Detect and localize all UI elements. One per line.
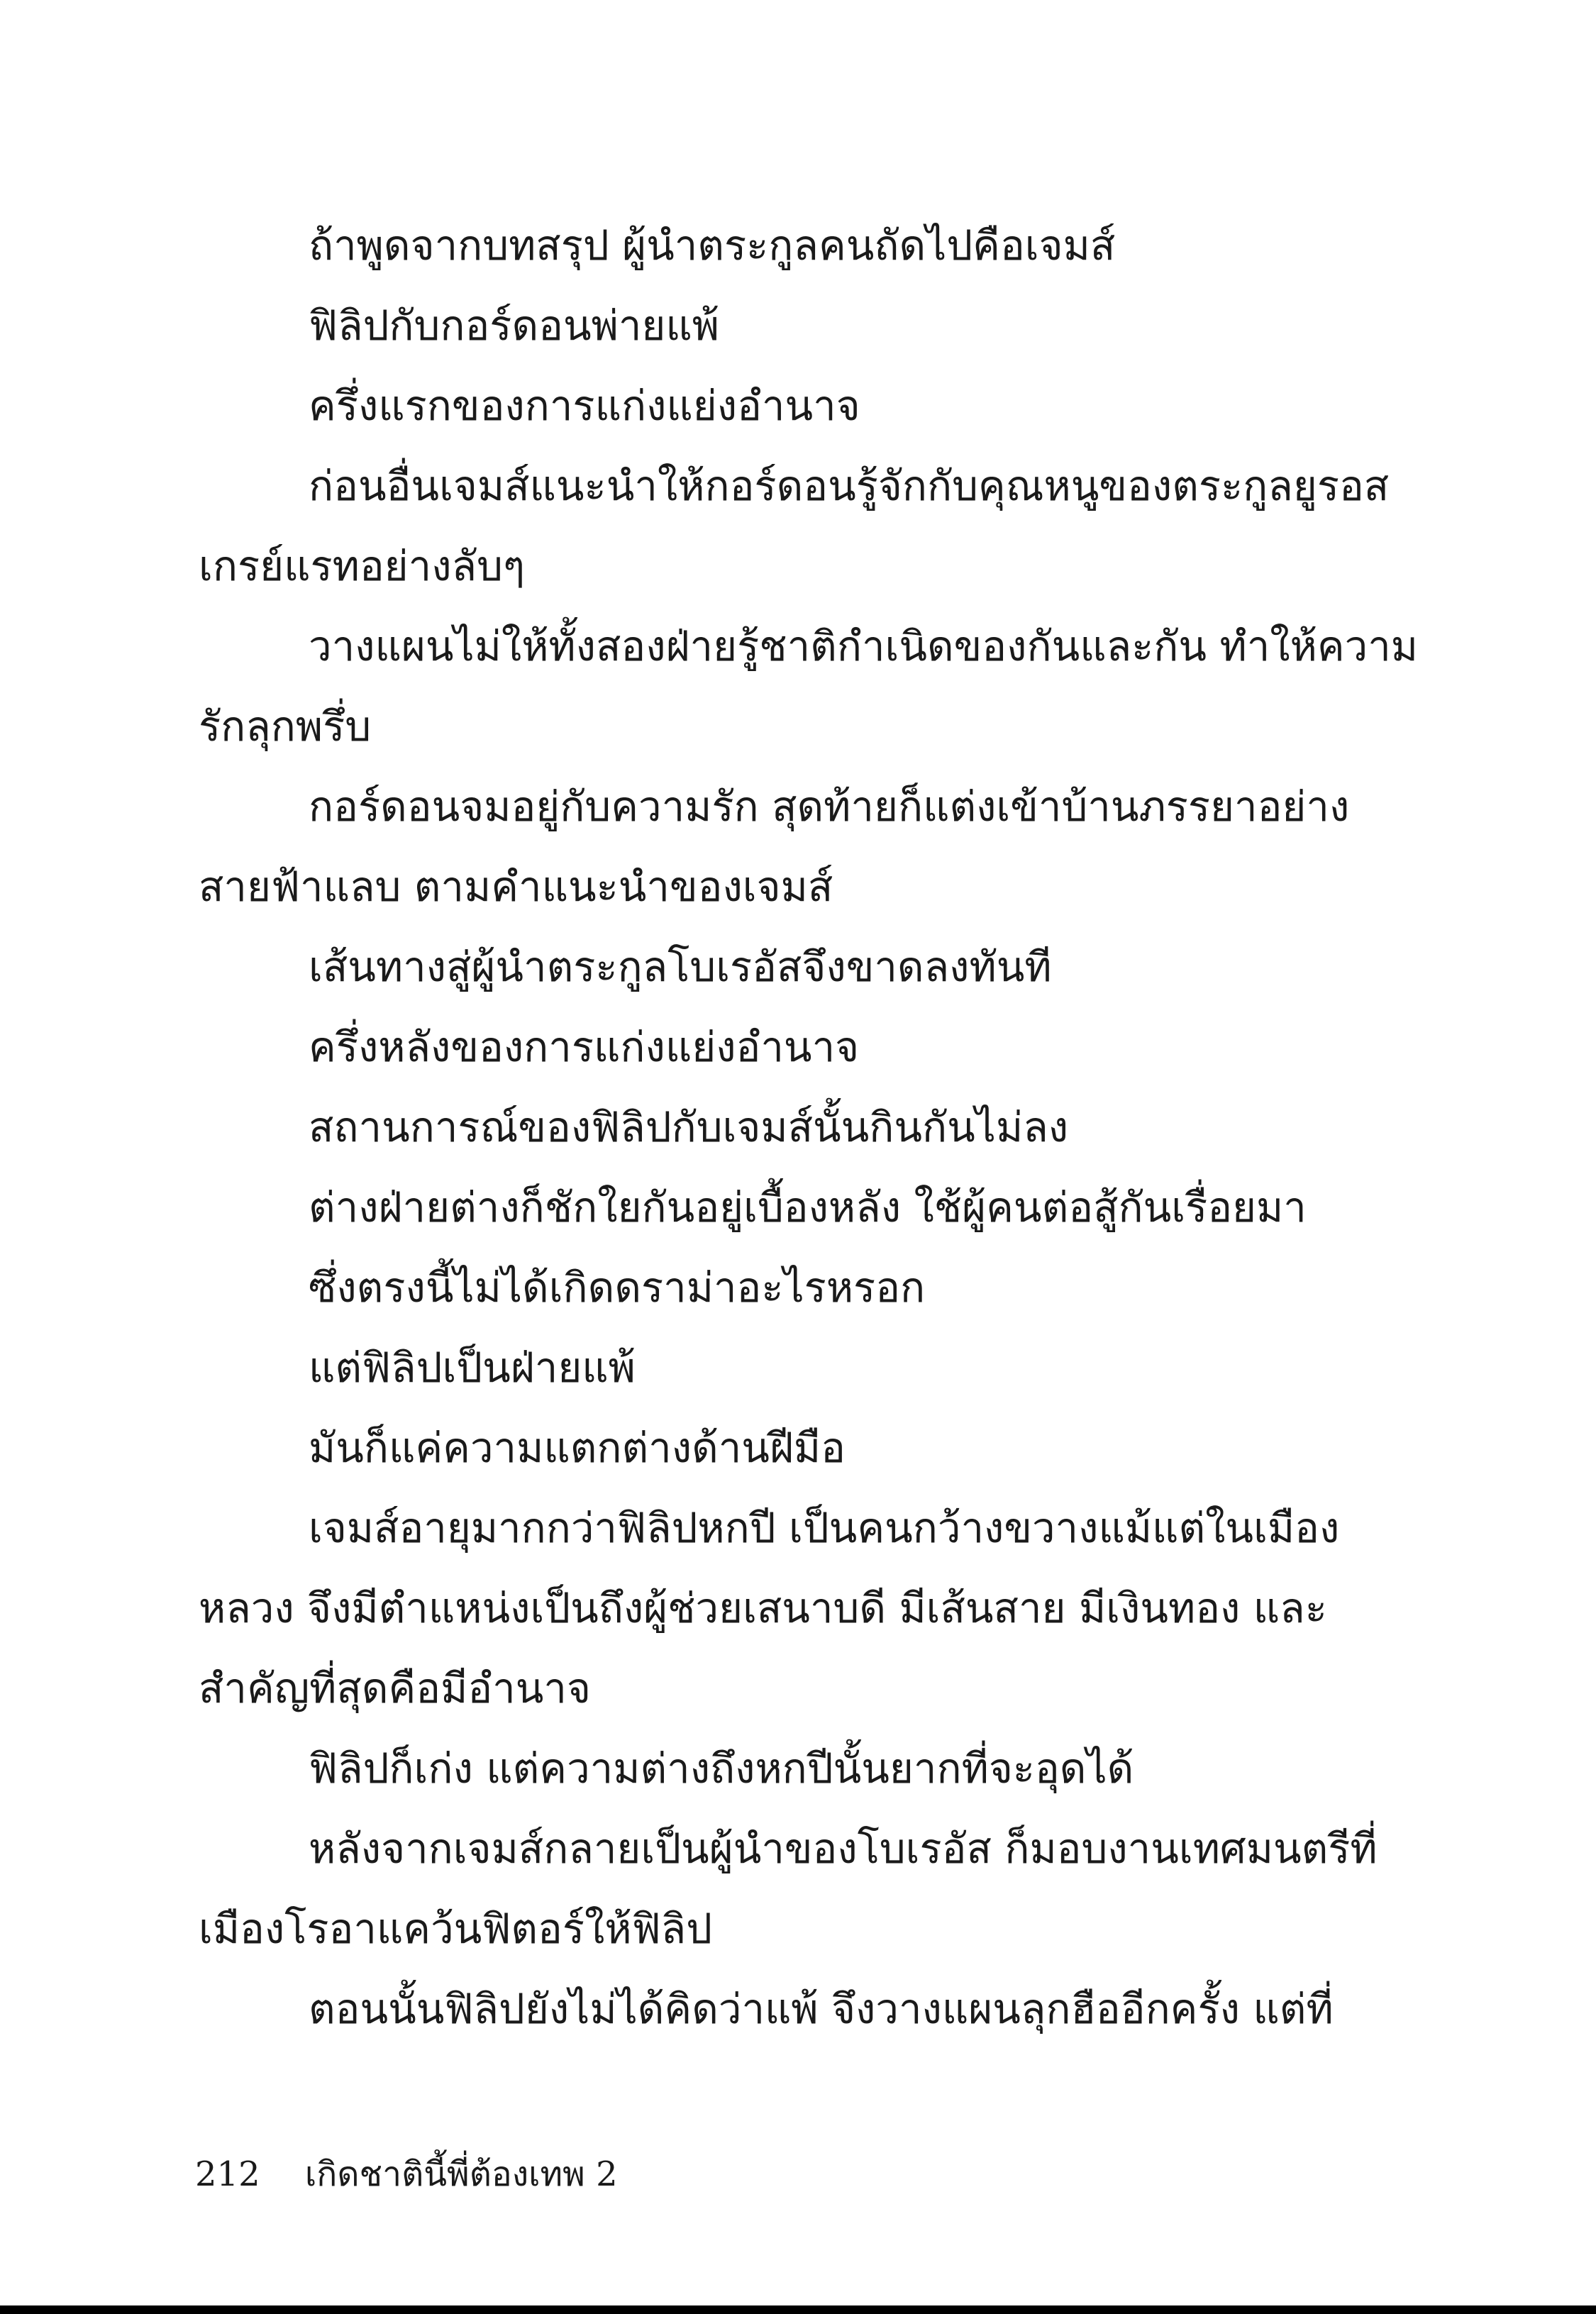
text-line: ฟิลิปก็เก่ง แต่ความต่างถึงหกปีนั้นยากที่จะอุดได้	[309, 1744, 1134, 1793]
text-line: มันก็แค่ความแตกต่างด้านฝีมือ	[309, 1424, 846, 1472]
page-footer	[195, 2149, 618, 2199]
text-line: ตอนนั้นฟิลิปยังไม่ได้คิดว่าแพ้ จึงวางแผนลุกฮืออีกครั้ง แต่ที่	[309, 1985, 1334, 2033]
text-line: กอร์ดอนจมอยู่กับความรัก สุดท้ายก็แต่งเข้าบ้านภรรยาอย่าง	[309, 782, 1350, 831]
page-number: 212	[195, 2154, 260, 2194]
text-line: เส้นทางสู่ผู้นำตระกูลโบเรอัสจึงขาดลงทันที	[309, 943, 1052, 991]
bottom-edge-bar	[0, 2305, 1596, 2314]
text-line: หลังจากเจมส์กลายเป็นผู้นำของโบเรอัส ก็มอบงานเทศมนตรีที่	[309, 1825, 1378, 1873]
text-line: เจมส์อายุมากกว่าฟิลิปหกปี เป็นคนกว้างขวางแม้แต่ในเมือง	[309, 1504, 1340, 1552]
text-line: ฟิลิปกับกอร์ดอนพ่ายแพ้	[309, 301, 720, 350]
text-line: ครึ่งแรกของการแก่งแย่งอำนาจ	[309, 382, 860, 430]
text-line: ก่อนอื่นเจมส์แนะนำให้กอร์ดอนรู้จักกับคุณหนูของตระกูลยูรอส	[309, 462, 1390, 510]
text-line: สายฟ้าแลบ ตามคำแนะนำของเจมส์	[199, 863, 833, 911]
text-line: ซึ่งตรงนี้ไม่ได้เกิดดราม่าอะไรหรอก	[309, 1263, 926, 1312]
text-line: ต่างฝ่ายต่างก็ชักใยกันอยู่เบื้องหลัง ใช้ผู้คนต่อสู้กันเรื่อยมา	[309, 1183, 1307, 1231]
text-line: ครึ่งหลังของการแก่งแย่งอำนาจ	[309, 1023, 860, 1071]
text-line: เกรย์แรทอย่างลับๆ	[199, 542, 526, 590]
text-line: วางแผนไม่ให้ทั้งสองฝ่ายรู้ชาติกำเนิดของกันและกัน ทำให้ความ	[309, 622, 1419, 670]
running-title: เกิดชาตินี้พี่ต้องเทพ 2	[304, 2154, 618, 2194]
body-text	[199, 206, 1419, 2049]
text-line: สำคัญที่สุดคือมีอำนาจ	[199, 1664, 591, 1712]
text-line: สถานการณ์ของฟิลิปกับเจมส์นั้นกินกันไม่ลง	[309, 1103, 1069, 1151]
text-line: ถ้าพูดจากบทสรุป ผู้นำตระกูลคนถัดไปคือเจมส์	[309, 221, 1116, 270]
text-line: เมืองโรอาแคว้นฟิตอร์ให้ฟิลิป	[199, 1905, 713, 1953]
text-line: รักลุกพรึ่บ	[199, 702, 372, 751]
text-line: แต่ฟิลิปเป็นฝ่ายแพ้	[309, 1344, 636, 1392]
text-line: หลวง จึงมีตำแหน่งเป็นถึงผู้ช่วยเสนาบดี มีเส้นสาย มีเงินทอง และ	[199, 1584, 1327, 1632]
